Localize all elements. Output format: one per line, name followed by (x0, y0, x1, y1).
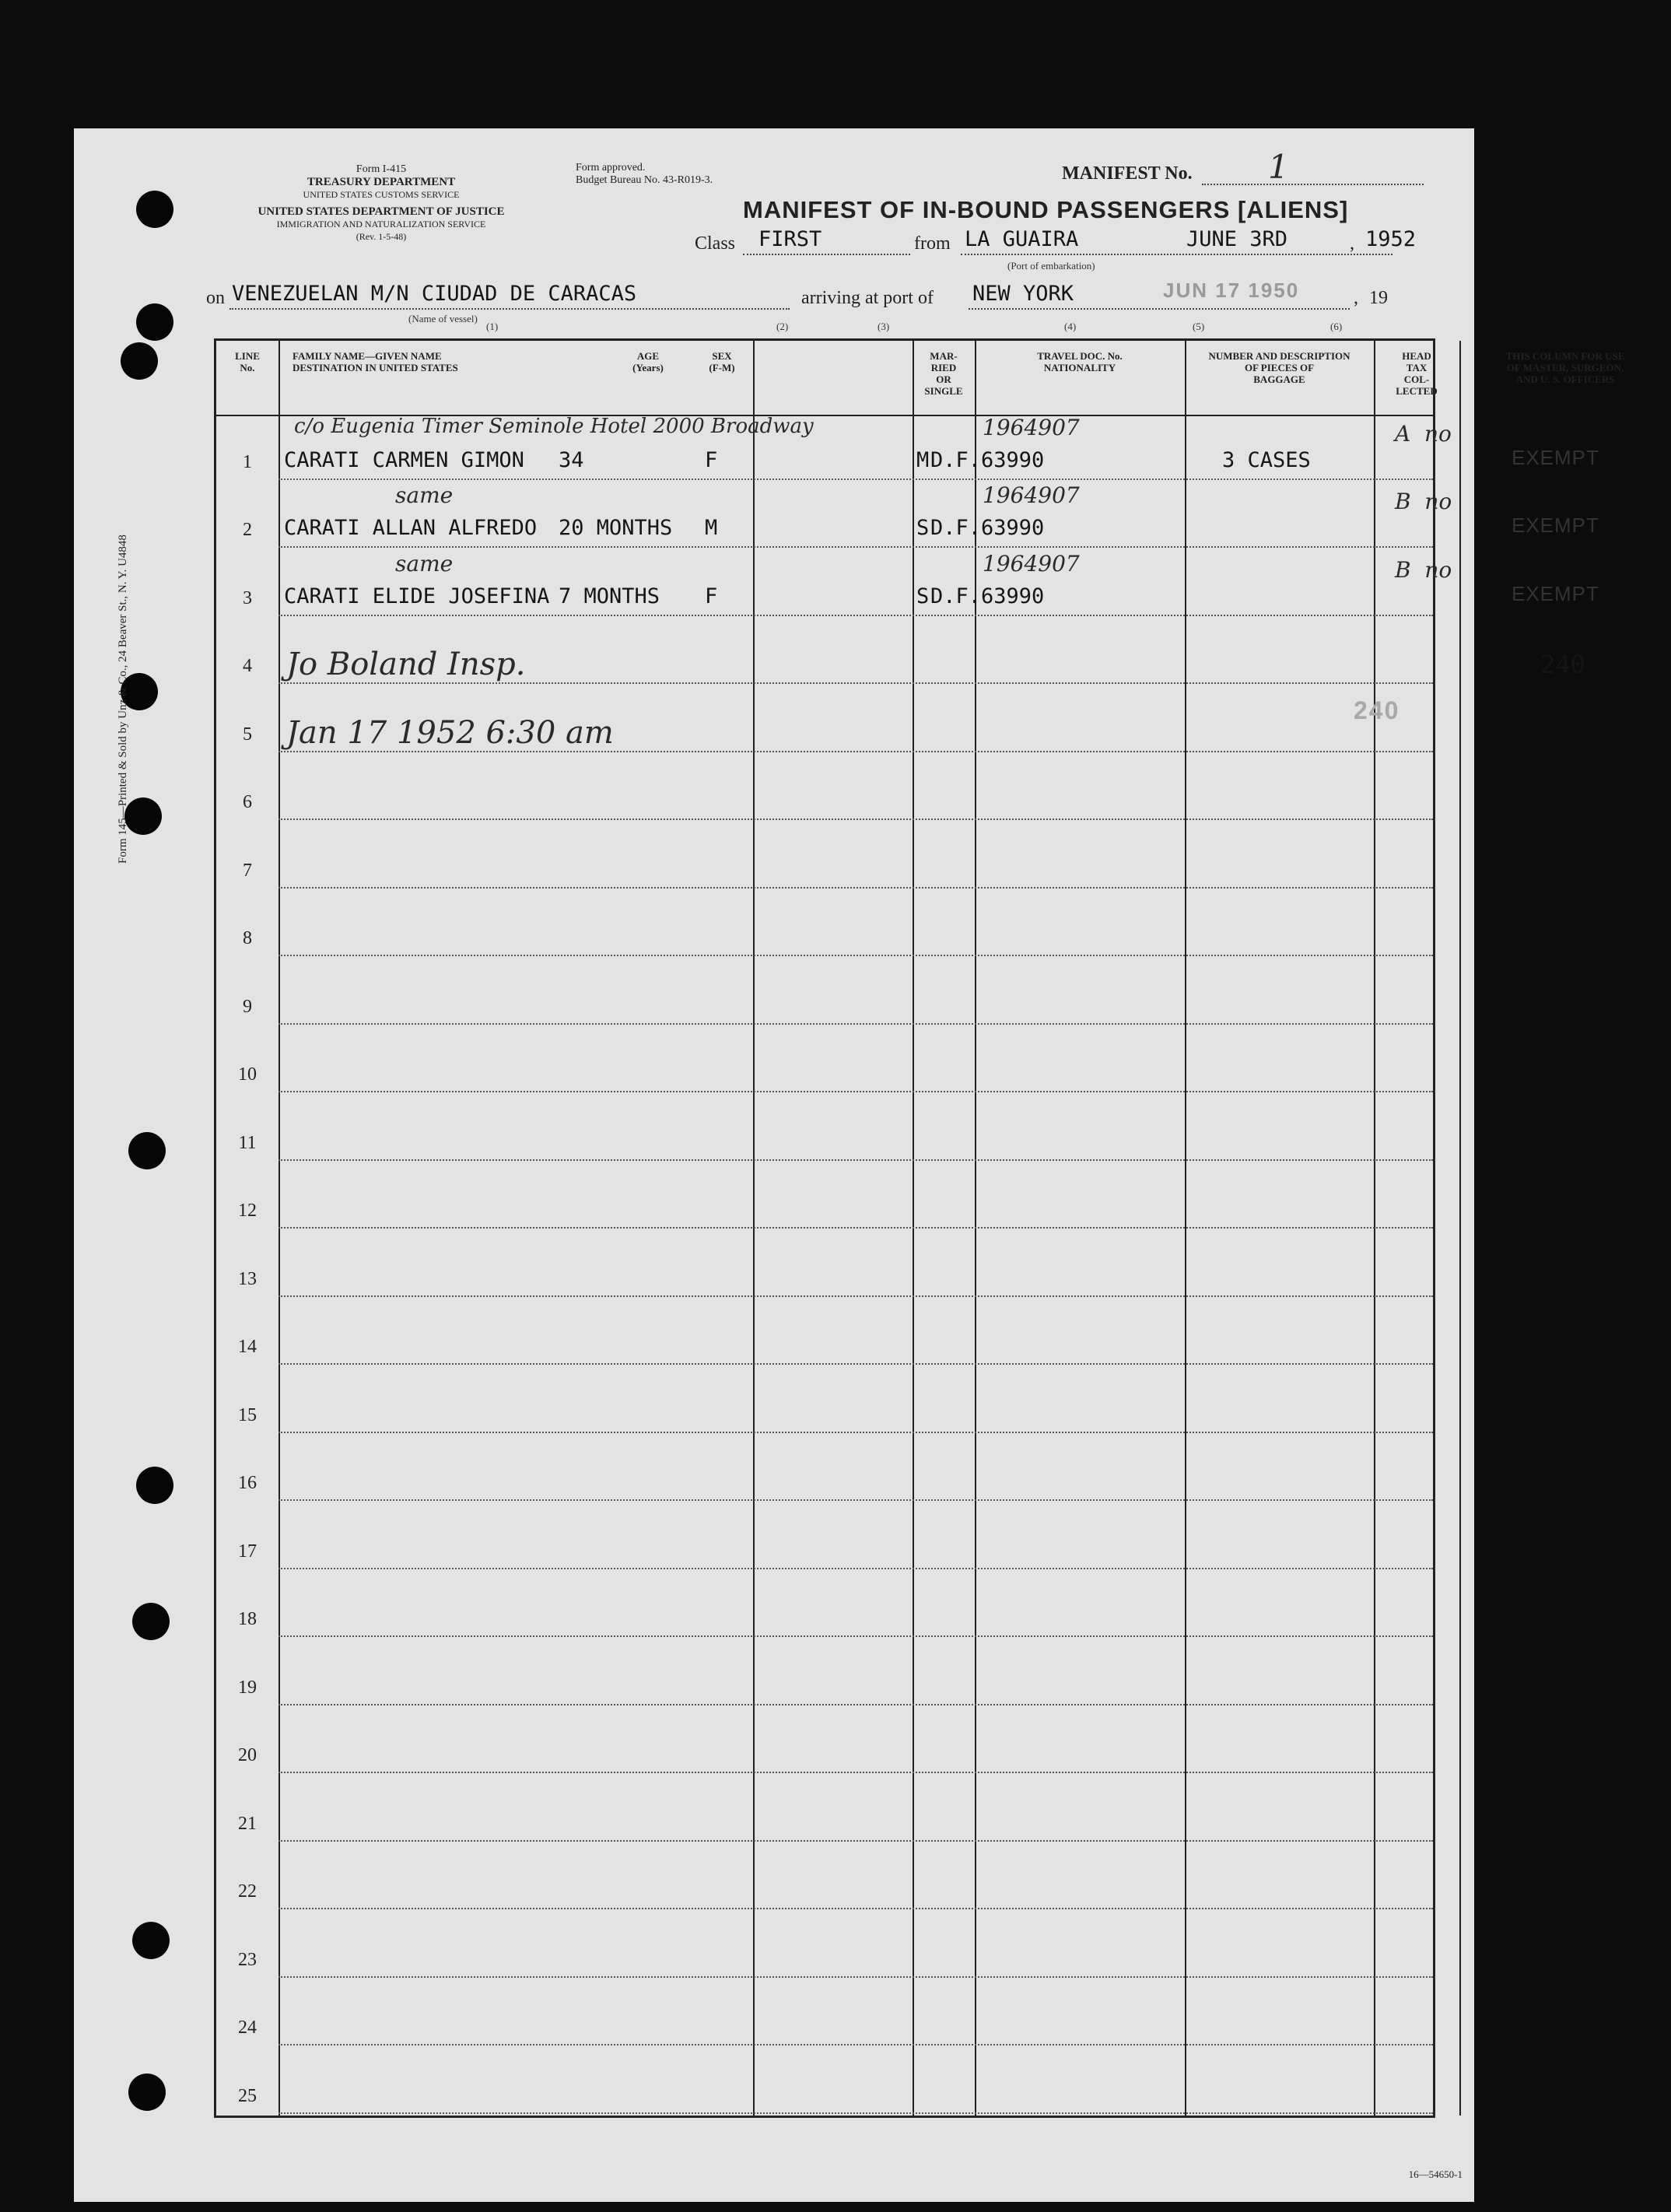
punch-hole (136, 1467, 173, 1504)
table-row (278, 2112, 1433, 2114)
row-line-number: 21 (238, 1813, 257, 1834)
row-line-number: 2 (243, 520, 252, 540)
table-row (278, 682, 1433, 684)
marital-status: S (916, 584, 930, 608)
vessel-note: (Name of vessel) (408, 313, 478, 324)
ins-label: IMMIGRATION AND NATURALIZATION SERVICE (276, 219, 486, 230)
table-row (278, 1976, 1433, 1978)
row-line-number: 12 (238, 1201, 257, 1221)
justice-label: UNITED STATES DEPARTMENT OF JUSTICE (257, 205, 505, 218)
row-line-number: 23 (238, 1949, 257, 1970)
row-line-number: 7 (243, 860, 252, 881)
marital-status: M (916, 447, 930, 472)
column-divider (1459, 341, 1461, 2116)
punch-hole (128, 2074, 166, 2111)
row-line-number: 14 (238, 1337, 257, 1357)
arriving-label: arriving at port of (801, 288, 934, 308)
column-header: HEAD TAX COL- LECTED (1396, 350, 1438, 397)
inspector-note: Jan 17 1952 6:30 am (286, 714, 614, 751)
row-line-number: 9 (243, 996, 252, 1017)
travel-document: D.F.63990 (930, 584, 1045, 608)
column-header: LINE No. (235, 350, 260, 373)
revision-label: (Rev. 1-5-48) (356, 231, 407, 242)
table-row (278, 479, 1433, 480)
embarkation-note: (Port of embarkation) (1007, 260, 1095, 272)
passenger-name: CARATI ALLAN ALFREDO (284, 516, 538, 540)
table-row (278, 1840, 1433, 1842)
row-line-number: 22 (238, 1881, 257, 1902)
punch-hole (124, 798, 162, 835)
doc-number-handwritten: 1964907 (983, 414, 1080, 440)
passenger-name: CARATI CARMEN GIMON (284, 447, 524, 472)
vessel-line (229, 308, 790, 310)
col-ref-6: (6) (1330, 321, 1343, 332)
marital-status: S (916, 516, 930, 540)
manifest-number-label: MANIFEST No. (1062, 163, 1193, 184)
manifest-number-line (1202, 184, 1424, 185)
passenger-age: 34 (559, 447, 584, 472)
col-ref-5: (5) (1193, 321, 1205, 332)
address-annotation: c/o Eugenia Timer Seminole Hotel 2000 Broadway (294, 414, 814, 438)
passenger-sex: M (705, 516, 718, 540)
class-line (743, 254, 910, 255)
passenger-age: 20 MONTHS (559, 516, 673, 540)
form-number: Form I-415 (356, 163, 407, 175)
table-row (278, 546, 1433, 548)
inspector-note: Jo Boland Insp. (286, 647, 526, 682)
passenger-table (214, 338, 1625, 2118)
table-row (278, 1499, 1433, 1501)
departure-year: 1952 (1365, 227, 1417, 251)
form-header-left (206, 163, 556, 243)
manifest-number: 1 (1268, 148, 1289, 186)
row-line-number: 10 (238, 1064, 257, 1085)
officer-number: 240 (1540, 650, 1585, 679)
manifest-title: MANIFEST OF IN-BOUND PASSENGERS [ALIENS] (743, 196, 1349, 223)
vessel-name: VENEZUELAN M/N CIUDAD DE CARACAS (232, 282, 637, 306)
col-ref-2: (2) (776, 321, 789, 332)
table-row (278, 1908, 1433, 1909)
printer-margin-note: Form (117, 838, 129, 864)
officer-note: EXEMPT (1512, 514, 1599, 537)
arrival-year: 19 (1369, 288, 1388, 308)
departure-date: JUNE 3RD (1186, 227, 1288, 251)
col-ref-4: (4) (1064, 321, 1077, 332)
officer-note: EXEMPT (1512, 445, 1599, 469)
row-line-number: 11 (238, 1132, 257, 1153)
table-row (278, 955, 1433, 956)
on-label: on (206, 288, 225, 308)
address-annotation: same (395, 550, 454, 577)
from-label: from (914, 233, 951, 254)
row-line-number: 24 (238, 2017, 257, 2038)
footer-code: 16—54650-1 (1408, 2168, 1463, 2180)
punch-hole (128, 1132, 166, 1169)
row-line-number: 8 (243, 928, 252, 948)
table-row (278, 2044, 1433, 2045)
customs-label: UNITED STATES CUSTOMS SERVICE (303, 189, 460, 200)
row-line-number: 18 (238, 1609, 257, 1629)
head-tax-handwritten: B no (1395, 556, 1452, 583)
punch-hole (132, 1603, 170, 1640)
row-line-number: 5 (243, 724, 252, 745)
baggage: 3 CASES (1222, 447, 1311, 472)
row-line-number: 1 (243, 451, 252, 472)
officer-note: EXEMPT (1512, 581, 1599, 605)
column-header: TRAVEL DOC. No. NATIONALITY (1037, 350, 1123, 373)
year2-comma: , (1354, 288, 1358, 308)
arrival-date-stamp: JUN 17 1950 (1163, 279, 1300, 302)
column-header: MAR- RIED OR SINGLE (924, 350, 963, 397)
table-row (278, 1227, 1433, 1229)
table-row (278, 751, 1433, 752)
head-tax-handwritten: B no (1395, 489, 1452, 514)
class-value: FIRST (758, 227, 822, 251)
table-row (278, 887, 1433, 889)
arrival-port: NEW YORK (972, 282, 1074, 306)
from-line (961, 254, 1392, 255)
row-line-number: 17 (238, 1541, 257, 1562)
table-row (278, 819, 1433, 820)
budget-label: Budget Bureau No. 43-R019-3. (576, 174, 713, 186)
punch-hole (132, 1922, 170, 1959)
row-line-number: 13 (238, 1268, 257, 1289)
table-row (278, 1295, 1433, 1297)
form-approval (576, 162, 713, 187)
table-row (278, 1568, 1433, 1569)
ghost-stamp: 240 (1354, 696, 1400, 724)
travel-document: D.F.63990 (930, 516, 1045, 540)
table-row (278, 1704, 1433, 1705)
embarkation-port: LA GUAIRA (965, 227, 1079, 251)
year-comma: , (1350, 233, 1354, 254)
column-header: THIS COLUMN FOR USE OF MASTER, SURGEON, AND U. S. OFFICERS (1505, 350, 1625, 385)
punch-hole (121, 342, 158, 380)
column-header: SEX (F-M) (709, 350, 735, 373)
passenger-age: 7 MONTHS (559, 584, 660, 608)
address-annotation: same (395, 482, 454, 508)
column-header: FAMILY NAME—GIVEN NAME DESTINATION IN UNITED STATES (293, 350, 458, 373)
row-line-number: 4 (243, 656, 252, 676)
doc-number-handwritten: 1964907 (983, 550, 1080, 577)
treasury-label: TREASURY DEPARTMENT (307, 176, 456, 188)
table-row (278, 1432, 1433, 1433)
table-row (278, 1363, 1433, 1365)
table-row (278, 615, 1433, 616)
table-row (278, 1772, 1433, 1773)
punch-hole (136, 303, 173, 341)
passenger-sex: F (705, 584, 718, 608)
port-line (969, 308, 1350, 310)
doc-number-handwritten: 1964907 (983, 482, 1080, 508)
table-row (278, 1635, 1433, 1637)
head-tax-handwritten: A no (1395, 420, 1452, 447)
row-line-number: 3 (243, 587, 252, 608)
row-line-number: 19 (238, 1677, 257, 1698)
row-line-number: 6 (243, 792, 252, 812)
col-ref-3: (3) (878, 321, 890, 332)
table-row (278, 1159, 1433, 1161)
punch-hole (136, 191, 173, 228)
passenger-name: CARATI ELIDE JOSEFINA (284, 584, 550, 608)
row-line-number: 15 (238, 1404, 257, 1425)
row-line-number: 20 (238, 1745, 257, 1765)
class-label: Class (695, 233, 736, 254)
travel-document: D.F.63990 (930, 447, 1045, 472)
column-header: NUMBER AND DESCRIPTION OF PIECES OF BAGGAGE (1208, 350, 1350, 385)
col-ref-1: (1) (486, 321, 499, 332)
row-line-number: 25 (238, 2085, 257, 2106)
table-row (278, 1023, 1433, 1025)
passenger-sex: F (705, 447, 718, 472)
approved-label: Form approved. (576, 162, 646, 174)
row-line-number: 16 (238, 1473, 257, 1493)
column-header: AGE (Years) (632, 350, 664, 373)
table-row (278, 1091, 1433, 1092)
